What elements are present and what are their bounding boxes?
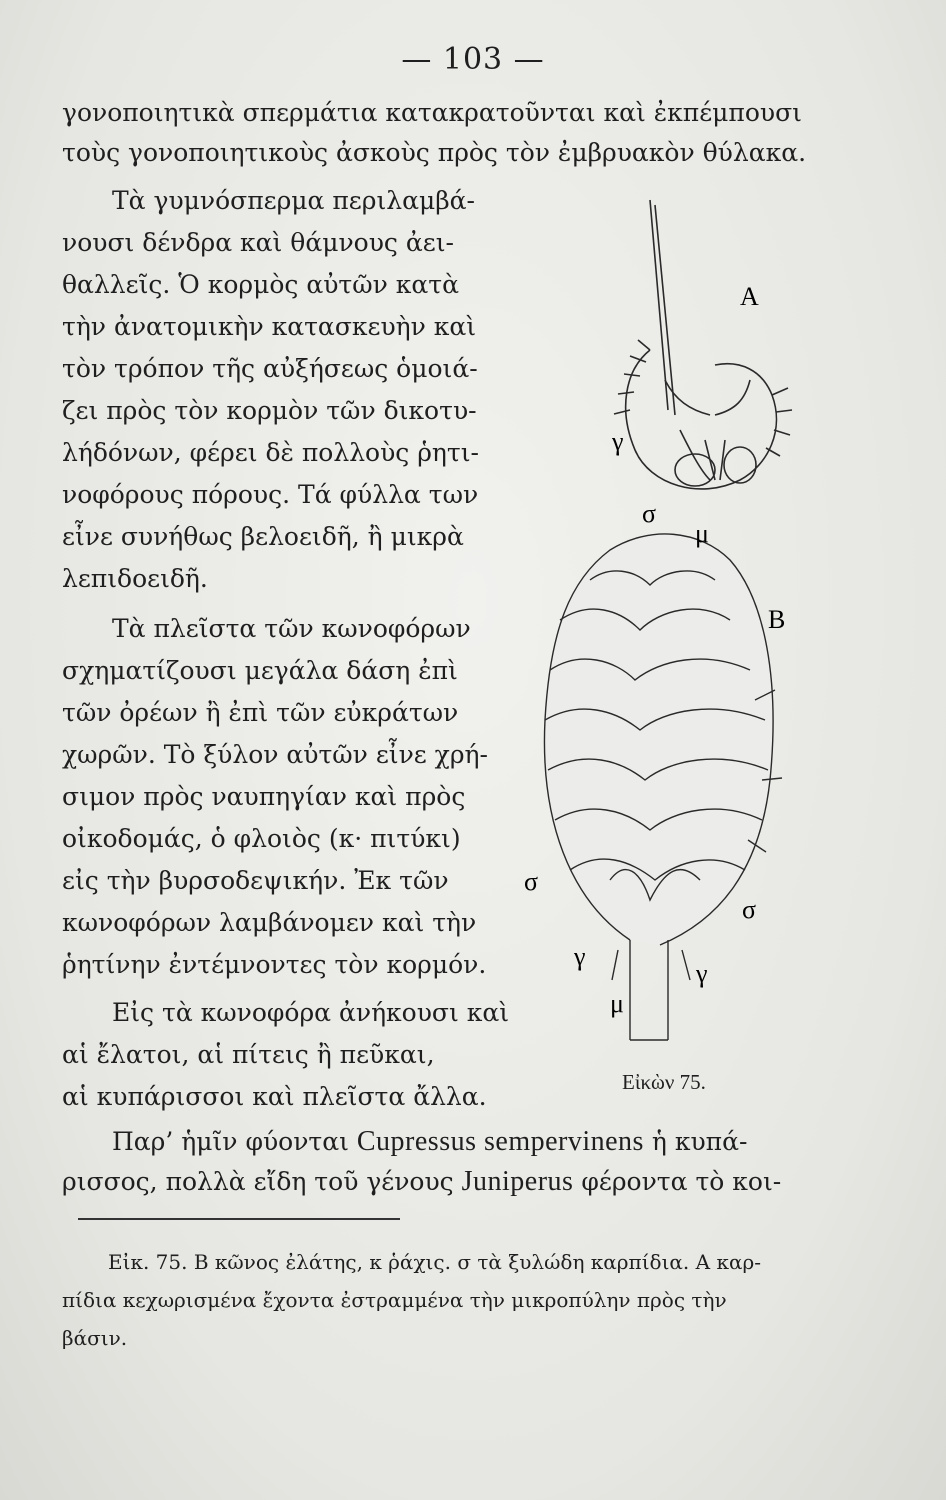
figure-label-gamma-right: γ [696, 959, 708, 988]
text-line: Τὰ πλεῖστα τῶν κωνοφόρων [112, 614, 471, 643]
scale-drawing-a [614, 200, 792, 489]
text-line: ῥητίνην ἐντέμνοντες τὸν κορμόν. [62, 950, 487, 979]
text-line: λεπιδοειδῆ. [62, 564, 208, 593]
text-line: εἶνε συνήθως βελοειδῆ, ἢ μικρὰ [62, 522, 464, 551]
text-line: σιμον πρὸς ναυπηγίαν καὶ πρὸς [62, 782, 466, 811]
text-line: νουσι δένδρα καὶ θάμνους ἀει- [62, 228, 454, 257]
text-line: θαλλεῖς. Ὁ κορμὸς αὐτῶν κατὰ [62, 270, 459, 299]
figure-label-sigma-right: σ [742, 895, 757, 924]
latin-name: Cupressus sempervinens [356, 1126, 644, 1157]
text-line: τῶν ὀρέων ἢ ἐπὶ τῶν εὐκράτων [62, 698, 459, 727]
text-line: νοφόρους πόρους. Τά φύλλα των [62, 480, 479, 509]
footnote-divider [78, 1218, 400, 1220]
text-line: τοὺς γονοποιητικοὺς ἀσκοὺς πρὸς τὸν ἐμβρυακὸν θύλακα. [62, 138, 807, 167]
text-fragment: ἡ κυπά- [643, 1127, 748, 1156]
text-line: ζει πρὸς τὸν κορμὸν τῶν δικοτυ- [62, 396, 477, 425]
text-line: χωρῶν. Τὸ ξύλον αὐτῶν εἶνε χρή- [62, 740, 488, 769]
text-line: Τὰ γυμνόσπερμα περιλαμβά- [112, 186, 476, 215]
footnote-line: βάσιν. [62, 1326, 128, 1350]
footnote-line: πίδια κεχωρισμένα ἔχοντα ἐστραμμένα τὴν μικροπύλην πρὸς τὴν [62, 1288, 727, 1312]
text-line: γονοποιητικὰ σπερμάτια κατακρατοῦνται καὶ ἐκπέμπουσι [62, 98, 802, 127]
text-line-with-latin [62, 1128, 892, 1156]
text-line: τὸν τρόπον τῆς αὐξήσεως ὁμοιά- [62, 354, 478, 383]
text-line: αἱ κυπάρισσοι καὶ πλεῖστα ἄλλα. [62, 1082, 487, 1111]
fir-cone-illustration [500, 180, 850, 1060]
text-fragment: Παρ’ ἡμῖν φύονται [112, 1127, 357, 1156]
text-line-with-latin [62, 1168, 842, 1196]
text-line: εἰς τὴν βυρσοδεψικήν. Ἐκ τῶν [62, 866, 449, 895]
latin-name: Juniperus [461, 1166, 574, 1197]
figure-label-a: A [740, 282, 759, 311]
text-line: σχηματίζουσι μεγάλα δάση ἐπὶ [62, 656, 458, 685]
figure-label-sigma-a: σ [642, 499, 657, 528]
figure-caption: Εἰκὼν 75. [622, 1070, 706, 1094]
text-line: λήδόνων, φέρει δὲ πολλοὺς ῥητι- [62, 438, 479, 467]
text-fragment: φέροντα τὸ κοι- [573, 1167, 782, 1196]
text-line: Εἰς τὰ κωνοφόρα ἀνήκουσι καὶ [112, 998, 510, 1027]
figure-label-gamma-a: γ [612, 427, 624, 456]
text-line: αἱ ἔλατοι, αἱ πίτεις ἢ πεῦκαι, [62, 1040, 435, 1069]
footnote-line: Εἰκ. 75. Β κῶνος ἐλάτης, κ ῥάχις. σ τὰ ξυλώδη καρπίδια. Α καρ- [108, 1250, 761, 1274]
page-number: — 103 — [401, 42, 545, 77]
text-line: κωνοφόρων λαμβάνομεν καὶ τὴν [62, 908, 477, 937]
figure-label-gamma-left: γ [574, 942, 586, 971]
text-fragment: ρισσος, πολλὰ εἴδη τοῦ γένους [62, 1167, 462, 1196]
figure-label-mu-b: μ [610, 989, 624, 1018]
text-line: τὴν ἀνατομικὴν κατασκευὴν καὶ [62, 312, 477, 341]
figure-label-sigma-left: σ [524, 867, 539, 896]
figure-fir-cone [500, 180, 850, 1060]
figure-label-mu-a: μ [695, 519, 709, 548]
text-line: οἰκοδομάς, ὁ φλοιὸς (κ· πιτύκι) [62, 824, 461, 853]
figure-label-b: B [768, 605, 786, 634]
